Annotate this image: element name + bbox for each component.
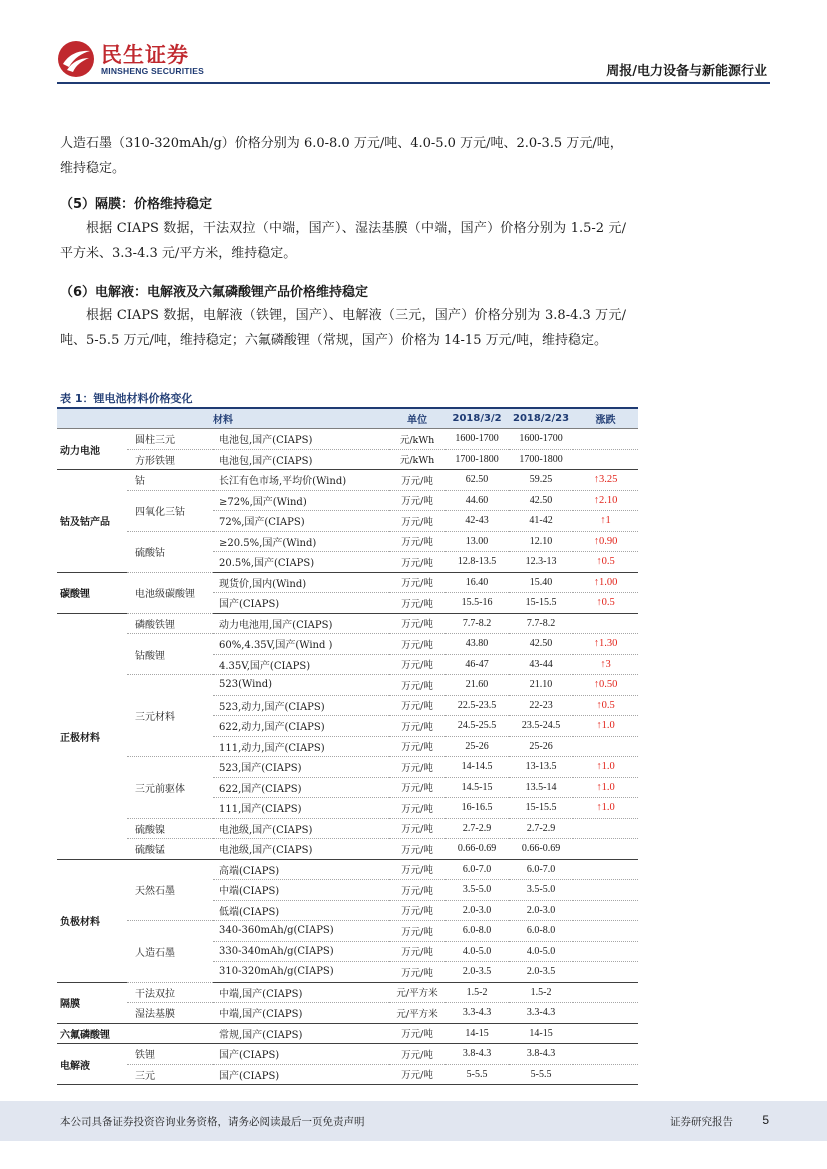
unit-cell: 万元/吨: [389, 634, 445, 655]
table-row: [57, 429, 638, 450]
group-label: 电解液: [57, 1044, 127, 1085]
current-price-cell: 0.66-0.69: [445, 839, 509, 860]
unit-cell: 元/kWh: [389, 429, 445, 450]
unit-cell: 万元/吨: [389, 757, 445, 778]
company-logo: [57, 38, 207, 80]
current-price-cell: 2.0-3.5: [445, 962, 509, 983]
unit-cell: 元/平方米: [389, 1003, 445, 1024]
unit-cell: 万元/吨: [389, 470, 445, 491]
sub-label: 钴: [127, 470, 213, 491]
col-header-change: 涨跌: [573, 408, 638, 429]
unit-cell: 万元/吨: [389, 962, 445, 983]
change-cell: [573, 880, 638, 901]
previous-price-cell: 3.3-4.3: [509, 1003, 573, 1024]
change-cell: ↑3.25: [573, 470, 638, 491]
unit-cell: 万元/吨: [389, 900, 445, 921]
previous-price-cell: 7.7-8.2: [509, 613, 573, 634]
change-cell: ↑1.0: [573, 757, 638, 778]
change-cell: [573, 982, 638, 1003]
change-cell: [573, 839, 638, 860]
header-divider: [57, 82, 770, 84]
spec-cell: 国产(CIAPS): [213, 1044, 389, 1065]
spec-cell: 现货价,国内(Wind): [213, 572, 389, 593]
unit-cell: 万元/吨: [389, 511, 445, 532]
sub-label: 三元材料: [127, 675, 213, 757]
current-price-cell: 2.0-3.0: [445, 900, 509, 921]
unit-cell: 万元/吨: [389, 552, 445, 573]
group-label: 钴及钴产品: [57, 470, 127, 573]
spec-cell: 523,动力,国产(CIAPS): [213, 695, 389, 716]
col-header-current-date: 2018/3/2: [445, 408, 509, 429]
table-row: [57, 921, 638, 942]
spec-cell: 20.5%,国产(CIAPS): [213, 552, 389, 573]
paragraph-text: 根据 CIAPS 数据，干法双拉（中端，国产）、湿法基膜（中端，国产）价格分别为 1.5-2 元/平方米、3.3-4.3 元/平方米，维持稳定。: [60, 221, 626, 261]
spec-cell: 常规,国产(CIAPS): [213, 1023, 389, 1044]
table-row: [57, 634, 638, 655]
change-cell: [573, 859, 638, 880]
spec-cell: 国产(CIAPS): [213, 593, 389, 614]
report-type: 周报/电力设备与新能源行业: [606, 64, 767, 79]
spec-cell: ≥72%,国产(Wind): [213, 490, 389, 511]
table-row: [57, 470, 638, 491]
previous-price-cell: 2.7-2.9: [509, 818, 573, 839]
change-cell: [573, 921, 638, 942]
page-header: [0, 0, 827, 85]
sub-label: 四氧化三钴: [127, 490, 213, 531]
change-cell: ↑0.90: [573, 531, 638, 552]
current-price-cell: 5-5.5: [445, 1064, 509, 1085]
logo-chinese-name: 民生证券: [101, 43, 189, 67]
sub-label: 人造石墨: [127, 921, 213, 983]
previous-price-cell: 2.0-3.0: [509, 900, 573, 921]
table-header-row: [57, 408, 638, 429]
change-cell: ↑3: [573, 654, 638, 675]
change-cell: ↑1.30: [573, 634, 638, 655]
sub-label: 铁锂: [127, 1044, 213, 1065]
paragraph-text: 根据 CIAPS 数据，电解液（铁锂，国产）、电解液（三元，国产）价格分别为 3.8-4.3 万元/吨、5-5.5 万元/吨，维持稳定；六氟磷酸锂（常规，国产）价格为 14-15 万元/吨，维持稳定。: [60, 308, 626, 348]
current-price-cell: 14-15: [445, 1023, 509, 1044]
current-price-cell: 44.60: [445, 490, 509, 511]
group-label: 正极材料: [57, 613, 127, 859]
change-cell: [573, 1003, 638, 1024]
current-price-cell: 21.60: [445, 675, 509, 696]
sub-label: 干法双拉: [127, 982, 213, 1003]
table-row: [57, 818, 638, 839]
current-price-cell: 46-47: [445, 654, 509, 675]
previous-price-cell: 59.25: [509, 470, 573, 491]
sub-label: 硫酸镍: [127, 818, 213, 839]
table-row: [57, 675, 638, 696]
previous-price-cell: 4.0-5.0: [509, 941, 573, 962]
unit-cell: 元/平方米: [389, 982, 445, 1003]
section-5-title: （5）隔膜：价格维持稳定: [60, 197, 213, 212]
previous-price-cell: 22-23: [509, 695, 573, 716]
materials-price-table: [57, 407, 638, 1085]
spec-cell: 72%,国产(CIAPS): [213, 511, 389, 532]
current-price-cell: 42-43: [445, 511, 509, 532]
group-label: 碳酸锂: [57, 572, 127, 613]
paragraph-line: 人造石墨（310-320mAh/g）价格分别为 6.0-8.0 万元/吨、4.0-5.0 万元/吨、2.0-3.5 万元/吨，: [60, 136, 623, 151]
unit-cell: 万元/吨: [389, 859, 445, 880]
sub-label: 电池级碳酸锂: [127, 572, 213, 613]
change-cell: [573, 1023, 638, 1044]
table-row: [57, 859, 638, 880]
change-cell: [573, 818, 638, 839]
unit-cell: 万元/吨: [389, 1044, 445, 1065]
spec-cell: 中端,国产(CIAPS): [213, 1003, 389, 1024]
section-6-title: （6）电解液：电解液及六氟磷酸锂产品价格维持稳定: [60, 285, 369, 300]
current-price-cell: 2.7-2.9: [445, 818, 509, 839]
previous-price-cell: 1700-1800: [509, 449, 573, 470]
change-cell: ↑0.50: [573, 675, 638, 696]
spec-cell: 111,动力,国产(CIAPS): [213, 736, 389, 757]
unit-cell: 万元/吨: [389, 777, 445, 798]
previous-price-cell: 3.5-5.0: [509, 880, 573, 901]
table-row: [57, 531, 638, 552]
spec-cell: 动力电池用,国产(CIAPS): [213, 613, 389, 634]
previous-price-cell: 6.0-8.0: [509, 921, 573, 942]
unit-cell: 元/kWh: [389, 449, 445, 470]
minsheng-logo-icon: [57, 40, 95, 78]
previous-price-cell: 15-15.5: [509, 798, 573, 819]
spec-cell: 523,国产(CIAPS): [213, 757, 389, 778]
page-number: 5: [762, 1113, 769, 1127]
change-cell: ↑0.5: [573, 593, 638, 614]
spec-cell: 622,国产(CIAPS): [213, 777, 389, 798]
previous-price-cell: 1600-1700: [509, 429, 573, 450]
table-row: [57, 982, 638, 1003]
change-cell: ↑2.10: [573, 490, 638, 511]
group-label: 动力电池: [57, 429, 127, 470]
current-price-cell: 7.7-8.2: [445, 613, 509, 634]
change-cell: [573, 900, 638, 921]
change-cell: ↑1.0: [573, 798, 638, 819]
previous-price-cell: 5-5.5: [509, 1064, 573, 1085]
spec-cell: 电池级,国产(CIAPS): [213, 839, 389, 860]
spec-cell: 长江有色市场,平均价(Wind): [213, 470, 389, 491]
unit-cell: 万元/吨: [389, 921, 445, 942]
change-cell: ↑1.00: [573, 572, 638, 593]
separator-paragraph: [60, 216, 626, 266]
current-price-cell: 3.5-5.0: [445, 880, 509, 901]
unit-cell: 万元/吨: [389, 531, 445, 552]
current-price-cell: 14-14.5: [445, 757, 509, 778]
current-price-cell: 24.5-25.5: [445, 716, 509, 737]
logo-english-name: MINSHENG SECURITIES: [101, 66, 204, 76]
change-cell: [573, 429, 638, 450]
unit-cell: 万元/吨: [389, 818, 445, 839]
current-price-cell: 62.50: [445, 470, 509, 491]
table-row: [57, 839, 638, 860]
current-price-cell: 13.00: [445, 531, 509, 552]
change-cell: ↑1: [573, 511, 638, 532]
spec-cell: 高端(CIAPS): [213, 859, 389, 880]
unit-cell: 万元/吨: [389, 1064, 445, 1085]
current-price-cell: 22.5-23.5: [445, 695, 509, 716]
previous-price-cell: 6.0-7.0: [509, 859, 573, 880]
current-price-cell: 43.80: [445, 634, 509, 655]
spec-cell: ≥20.5%,国产(Wind): [213, 531, 389, 552]
previous-price-cell: 15.40: [509, 572, 573, 593]
spec-cell: 523(Wind): [213, 675, 389, 696]
table-row: [57, 449, 638, 470]
change-cell: ↑0.5: [573, 695, 638, 716]
current-price-cell: 3.8-4.3: [445, 1044, 509, 1065]
current-price-cell: 1.5-2: [445, 982, 509, 1003]
spec-cell: 60%,4.35V,国产(Wind ): [213, 634, 389, 655]
unit-cell: 万元/吨: [389, 839, 445, 860]
unit-cell: 万元/吨: [389, 880, 445, 901]
sub-label: 三元前驱体: [127, 757, 213, 819]
sub-label: 三元: [127, 1064, 213, 1085]
electrolyte-paragraph: [60, 303, 626, 353]
previous-price-cell: 41-42: [509, 511, 573, 532]
col-header-material: 材料: [57, 408, 389, 429]
spec-cell: 电池级,国产(CIAPS): [213, 818, 389, 839]
spec-cell: 中端(CIAPS): [213, 880, 389, 901]
col-header-previous-date: 2018/2/23: [509, 408, 573, 429]
spec-cell: 340-360mAh/g(CIAPS): [213, 921, 389, 942]
spec-cell: 310-320mAh/g(CIAPS): [213, 962, 389, 983]
previous-price-cell: 23.5-24.5: [509, 716, 573, 737]
previous-price-cell: 12.10: [509, 531, 573, 552]
previous-price-cell: 25-26: [509, 736, 573, 757]
previous-price-cell: 1.5-2: [509, 982, 573, 1003]
table-row: [57, 1003, 638, 1024]
sub-label: 磷酸铁锂: [127, 613, 213, 634]
current-price-cell: 15.5-16: [445, 593, 509, 614]
spec-cell: 622,动力,国产(CIAPS): [213, 716, 389, 737]
unit-cell: 万元/吨: [389, 695, 445, 716]
current-price-cell: 25-26: [445, 736, 509, 757]
change-cell: [573, 962, 638, 983]
change-cell: [573, 1064, 638, 1085]
change-cell: [573, 449, 638, 470]
footer-label: 证券研究报告: [670, 1116, 733, 1128]
spec-cell: 电池包,国产(CIAPS): [213, 449, 389, 470]
change-cell: [573, 1044, 638, 1065]
previous-price-cell: 12.3-13: [509, 552, 573, 573]
table-row: [57, 1064, 638, 1085]
previous-price-cell: 3.8-4.3: [509, 1044, 573, 1065]
table-row: [57, 1023, 638, 1044]
sub-label: 湿法基膜: [127, 1003, 213, 1024]
previous-price-cell: 43-44: [509, 654, 573, 675]
group-label: 隔膜: [57, 982, 127, 1023]
unit-cell: 万元/吨: [389, 613, 445, 634]
sub-label: 硫酸锰: [127, 839, 213, 860]
paragraph-line: 维持稳定。: [60, 161, 126, 176]
graphite-paragraph: [60, 131, 626, 181]
current-price-cell: 1700-1800: [445, 449, 509, 470]
current-price-cell: 4.0-5.0: [445, 941, 509, 962]
spec-cell: 330-340mAh/g(CIAPS): [213, 941, 389, 962]
unit-cell: 万元/吨: [389, 736, 445, 757]
current-price-cell: 14.5-15: [445, 777, 509, 798]
previous-price-cell: 13-13.5: [509, 757, 573, 778]
previous-price-cell: 13.5-14: [509, 777, 573, 798]
previous-price-cell: 42.50: [509, 490, 573, 511]
unit-cell: 万元/吨: [389, 716, 445, 737]
previous-price-cell: 2.0-3.5: [509, 962, 573, 983]
current-price-cell: 12.8-13.5: [445, 552, 509, 573]
unit-cell: 万元/吨: [389, 490, 445, 511]
spec-cell: 中端,国产(CIAPS): [213, 982, 389, 1003]
previous-price-cell: 21.10: [509, 675, 573, 696]
unit-cell: 万元/吨: [389, 675, 445, 696]
change-cell: [573, 736, 638, 757]
change-cell: [573, 613, 638, 634]
spec-cell: 电池包,国产(CIAPS): [213, 429, 389, 450]
table-row: [57, 1044, 638, 1065]
current-price-cell: 6.0-7.0: [445, 859, 509, 880]
unit-cell: 万元/吨: [389, 798, 445, 819]
spec-cell: 国产(CIAPS): [213, 1064, 389, 1085]
change-cell: ↑0.5: [573, 552, 638, 573]
table-caption: 表 1：锂电池材料价格变化: [60, 392, 193, 405]
unit-cell: 万元/吨: [389, 654, 445, 675]
sub-label: 钴酸锂: [127, 634, 213, 675]
group-label: 六氟磷酸锂: [57, 1023, 213, 1044]
table-row: [57, 490, 638, 511]
unit-cell: 万元/吨: [389, 572, 445, 593]
sub-label: 方形铁锂: [127, 449, 213, 470]
change-cell: [573, 941, 638, 962]
sub-label: 硫酸钴: [127, 531, 213, 572]
current-price-cell: 16-16.5: [445, 798, 509, 819]
page-footer: [0, 1101, 827, 1141]
table-row: [57, 572, 638, 593]
unit-cell: 万元/吨: [389, 1023, 445, 1044]
col-header-unit: 单位: [389, 408, 445, 429]
unit-cell: 万元/吨: [389, 593, 445, 614]
group-label: 负极材料: [57, 859, 127, 982]
current-price-cell: 16.40: [445, 572, 509, 593]
spec-cell: 4.35V,国产(CIAPS): [213, 654, 389, 675]
spec-cell: 111,国产(CIAPS): [213, 798, 389, 819]
current-price-cell: 6.0-8.0: [445, 921, 509, 942]
change-cell: ↑1.0: [573, 777, 638, 798]
previous-price-cell: 15-15.5: [509, 593, 573, 614]
sub-label: 天然石墨: [127, 859, 213, 921]
sub-label: 圆柱三元: [127, 429, 213, 450]
previous-price-cell: 42.50: [509, 634, 573, 655]
unit-cell: 万元/吨: [389, 941, 445, 962]
previous-price-cell: 14-15: [509, 1023, 573, 1044]
current-price-cell: 3.3-4.3: [445, 1003, 509, 1024]
current-price-cell: 1600-1700: [445, 429, 509, 450]
spec-cell: 低端(CIAPS): [213, 900, 389, 921]
footer-disclaimer: 本公司具备证券投资咨询业务资格，请务必阅读最后一页免责声明: [60, 1116, 365, 1128]
change-cell: ↑1.0: [573, 716, 638, 737]
table-row: [57, 613, 638, 634]
table-row: [57, 757, 638, 778]
previous-price-cell: 0.66-0.69: [509, 839, 573, 860]
